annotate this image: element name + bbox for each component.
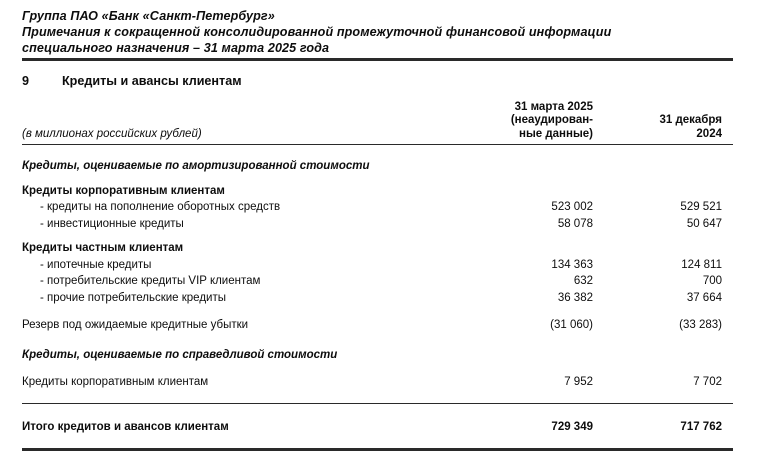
row-label: - потребительские кредиты VIP клиентам <box>40 275 261 287</box>
currency-unit-label: (в миллионах российских рублей) <box>22 128 202 140</box>
section-row-label: Кредиты, оцениваемые по амортизированной стоимости <box>22 160 370 172</box>
column-header-2025-line-1: 31 марта 2025 <box>514 100 593 113</box>
table-row-expected-credit-loss-reserve <box>22 317 733 334</box>
section-row-amortized-cost <box>22 158 733 175</box>
section-row-fair-value <box>22 347 733 364</box>
row-value-2025: 134 363 <box>551 258 593 271</box>
section-heading <box>22 73 733 89</box>
total-value-2025: 729 349 <box>551 420 593 433</box>
row-value-2024: 37 664 <box>686 291 722 304</box>
document-content <box>22 8 733 451</box>
total-value-2024: 717 762 <box>680 420 722 433</box>
table-row-total-loans <box>22 404 733 449</box>
section-title: Кредиты и авансы клиентам <box>62 73 242 88</box>
table-header-row <box>22 101 733 146</box>
row-value-2025: 58 078 <box>557 217 593 230</box>
row-value-2025: 36 382 <box>557 291 593 304</box>
table-row-other-consumer-loans <box>22 290 733 307</box>
row-value-2024: (33 283) <box>679 319 722 331</box>
row-value-2024: 700 <box>702 275 722 287</box>
group-row-private-loans <box>22 240 733 257</box>
document-header <box>22 8 733 56</box>
column-header-2024 <box>593 114 733 141</box>
table-row-vip-consumer-loans <box>22 273 733 290</box>
group-row-label: Кредиты корпоративным клиентам <box>22 184 225 197</box>
column-header-2025-line-2: (неаудирован- <box>510 114 593 126</box>
table-row-mortgage-loans <box>22 257 733 274</box>
row-label: Резерв под ожидаемые кредитные убытки <box>22 319 249 331</box>
row-value-2024: 7 702 <box>693 376 722 388</box>
table-row-working-capital-loans <box>22 199 733 216</box>
row-value-2025: 632 <box>573 275 593 287</box>
group-row-label: Кредиты частным клиентам <box>22 242 184 254</box>
row-value-2024: 50 647 <box>686 217 722 230</box>
row-value-2025: 7 952 <box>564 376 593 388</box>
row-value-2024: 529 521 <box>680 201 722 213</box>
column-header-2024-line-2: 2024 <box>696 127 722 140</box>
row-label: - инвестиционные кредиты <box>40 217 184 230</box>
column-header-2024-line-1: 31 декабря <box>659 114 722 126</box>
header-divider-rule <box>22 58 733 61</box>
doc-header-line-2: Примечания к сокращенной консолидированной промежуточной финансовой информации <box>22 25 612 39</box>
doc-header-line-3: специального назначения – 31 марта 2025 года <box>22 41 330 55</box>
table-row-investment-loans <box>22 216 733 233</box>
table-bottom-rule <box>22 448 733 451</box>
row-value-2025: 523 002 <box>551 201 593 213</box>
row-label: - кредиты на пополнение оборотных средств <box>40 201 281 213</box>
total-row-label: Итого кредитов и авансов клиентам <box>22 420 229 433</box>
row-label: - прочие потребительские кредиты <box>40 291 226 304</box>
column-header-2025-line-3: ные данные) <box>519 127 593 140</box>
section-number: 9 <box>22 73 30 88</box>
row-value-2025: (31 060) <box>550 319 593 331</box>
row-label: - ипотечные кредиты <box>40 258 152 271</box>
row-label: Кредиты корпоративным клиентам <box>22 376 209 388</box>
group-row-corporate-loans <box>22 183 733 200</box>
table-row-fair-value-corporate-loans <box>22 374 733 391</box>
column-header-2025 <box>443 101 593 142</box>
doc-header-line-1: Группа ПАО «Банк «Санкт-Петербург» <box>22 9 275 23</box>
row-value-2024: 124 811 <box>681 258 722 271</box>
section-row-label: Кредиты, оцениваемые по справедливой стоимости <box>22 348 338 361</box>
